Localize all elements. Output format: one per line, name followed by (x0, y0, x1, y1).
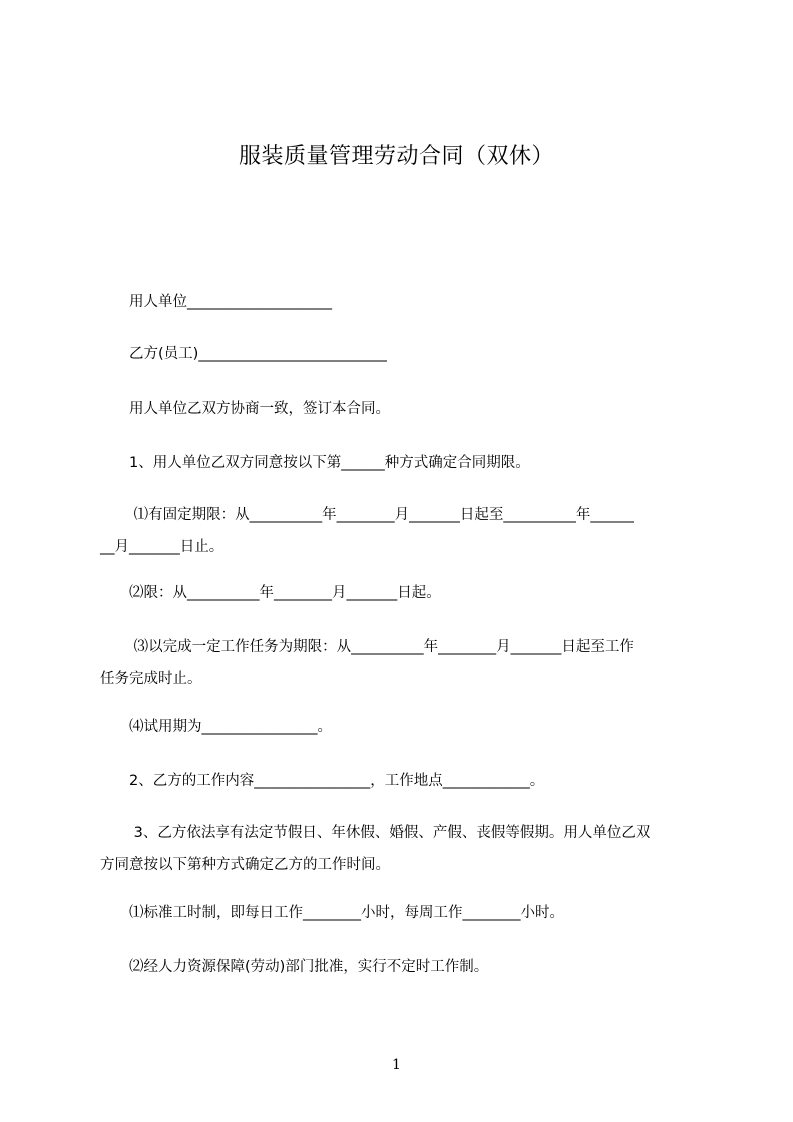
paragraph-line: 任务完成时止。 (100, 671, 202, 687)
paragraph-line: ⑴标准工时制，即每日工作________小时，每周工作________小时。 (100, 905, 564, 921)
document-title: 服装质量管理劳动合同（双休） (238, 144, 554, 169)
paragraph-clause-2 (100, 765, 710, 797)
paragraph-line: ⑷试用期为________________。 (100, 719, 332, 735)
paragraph-probation (100, 711, 710, 743)
paragraph-line: ⑴有固定期限：从__________年________月_______日起至__________年______ (100, 507, 634, 523)
paragraph-clause-3 (100, 817, 710, 881)
paragraph-line: 3、乙方依法享有法定节假日、年休假、婚假、产假、丧假等假期。用人单位乙双 (100, 825, 651, 841)
paragraph-line: ⑶以完成一定工作任务为期限：从__________年________月_______日起至工作 (100, 639, 634, 655)
paragraph-line: 乙方(员工)__________________________ (100, 346, 387, 362)
paragraph-flexible-hours (100, 951, 710, 983)
paragraph-line: 用人单位乙双方协商一致，签订本合同。 (100, 401, 390, 417)
paragraph-employer (100, 286, 710, 318)
paragraph-line: __月_______日止。 (100, 539, 224, 555)
paragraph-line: 2、乙方的工作内容________________，工作地点____________。 (100, 773, 545, 789)
paragraph-line: 方同意按以下第种方式确定乙方的工作时间。 (100, 857, 390, 873)
paragraph-fixed-term (100, 499, 710, 563)
paragraph-line: 用人单位____________________ (100, 294, 332, 310)
paragraph-employee (100, 338, 710, 370)
paragraph-line: ⑵经人力资源保障(劳动)部门批准，实行不定时工作制。 (100, 959, 489, 975)
page-number: 1 (392, 1057, 401, 1073)
paragraph-line: ⑵限：从__________年________月_______日起。 (100, 585, 441, 601)
paragraph-clause-1 (100, 447, 710, 479)
paragraph-agreement (100, 393, 710, 425)
paragraph-task-term (100, 631, 710, 695)
paragraph-standard-hours (100, 897, 710, 929)
paragraph-open-term (100, 577, 710, 609)
paragraph-line: 1、用人单位乙双方同意按以下第______种方式确定合同期限。 (100, 455, 530, 471)
